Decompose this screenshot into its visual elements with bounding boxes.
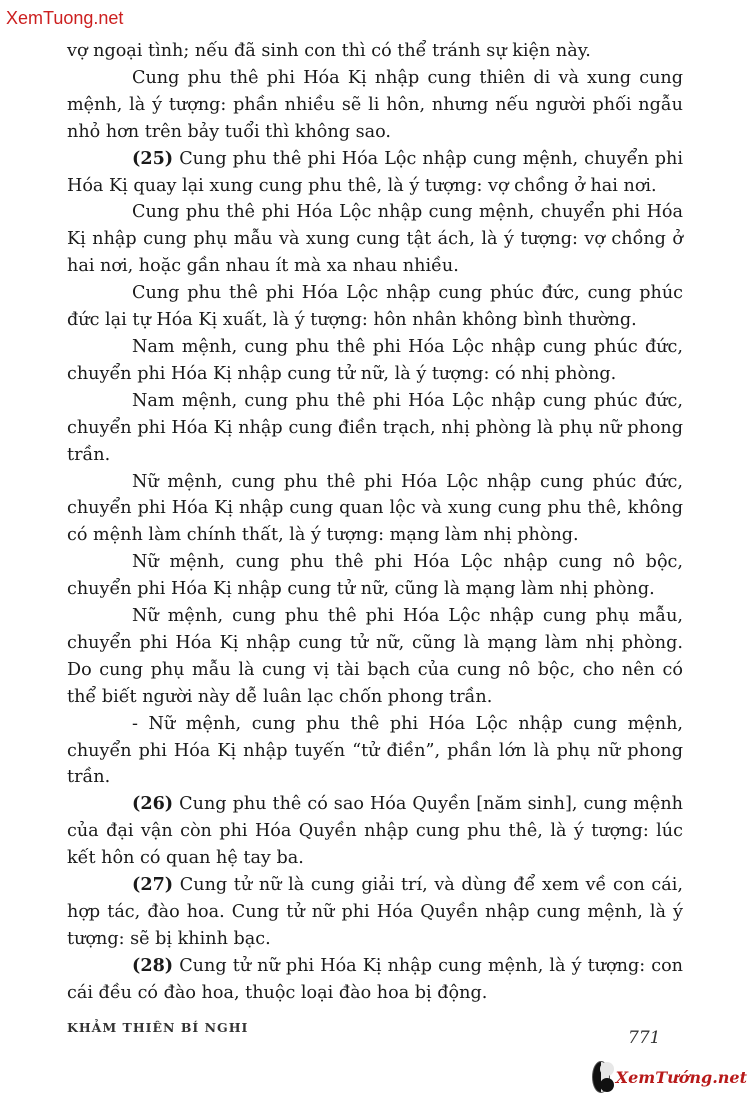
paragraph xyxy=(67,65,683,146)
paragraph xyxy=(67,388,683,469)
paragraph xyxy=(67,603,683,711)
yin-yang-icon xyxy=(592,1061,610,1093)
top-watermark: XemTuong.net xyxy=(6,8,124,28)
paragraph-text: Nam mệnh, cung phu thê phi Hóa Lộc nhập cung phúc đức, chuyển phi Hóa Kị nhập cung điền trạch, nhị phòng là phụ nữ phong trần. xyxy=(67,390,683,465)
paragraph xyxy=(67,334,683,388)
paragraph xyxy=(67,280,683,334)
paragraph-text: - Nữ mệnh, cung phu thê phi Hóa Lộc nhập cung mệnh, chuyển phi Hóa Kị nhập tuyến “tử điền”, phần lớn là phụ nữ phong trần. xyxy=(67,713,683,788)
paragraph-text: vợ ngoại tình; nếu đã sinh con thì có thể tránh sự kiện này. xyxy=(67,41,591,61)
paragraph-text: Cung phu thê phi Hóa Lộc nhập cung mệnh, chuyển phi Hóa Kị quay lại xung cung phu thê, là ý tượng: vợ chồng ở hai nơi. xyxy=(67,148,683,196)
paragraph-text: Nữ mệnh, cung phu thê phi Hóa Lộc nhập cung phụ mẫu, chuyển phi Hóa Kị nhập cung tử nữ, cũng là mạng làm nhị phòng. Do cung phụ mẫu là cung vị tài bạch của cung nô bộc, cho nên có thể biết người này dễ luân lạc chốn phong trần. xyxy=(67,606,683,707)
paragraph xyxy=(67,549,683,603)
item-number: (27) xyxy=(132,874,174,896)
brand-logo xyxy=(592,1060,747,1094)
item-number: (25) xyxy=(132,147,174,169)
brand-logo-text: XemTướng.net xyxy=(615,1067,747,1087)
paragraph-text: Nữ mệnh, cung phu thê phi Hóa Lộc nhập cung nô bộc, chuyển phi Hóa Kị nhập cung tử nữ, cũng là mạng làm nhị phòng. xyxy=(67,552,683,600)
paragraph xyxy=(67,872,683,953)
paragraph-text: Cung phu thê phi Hóa Kị nhập cung thiên di và xung cung mệnh, là ý tượng: phần nhiều sẽ li hôn, nhưng nếu người phối ngẫu nhỏ hơn trên bảy tuổi thì không sao. xyxy=(67,67,683,142)
paragraph xyxy=(67,146,683,200)
item-number: (28) xyxy=(132,954,174,976)
paragraph-text: Cung tử nữ phi Hóa Kị nhập cung mệnh, là ý tượng: con cái đều có đào hoa, thuộc loại đào hoa bị động. xyxy=(67,955,683,1003)
paragraph-text: Cung phu thê phi Hóa Lộc nhập cung mệnh, chuyển phi Hóa Kị nhập cung phụ mẫu và xung cung tật ách, là ý tượng: vợ chồng ở hai nơi, hoặc gần nhau ít mà xa nhau nhiều. xyxy=(67,202,683,277)
paragraph-text: Nam mệnh, cung phu thê phi Hóa Lộc nhập cung phúc đức, chuyển phi Hóa Kị nhập cung tử nữ, là ý tượng: có nhị phòng. xyxy=(67,336,683,384)
paragraph xyxy=(67,953,683,1007)
paragraph-text: Cung phu thê phi Hóa Lộc nhập cung phúc đức, cung phúc đức lại tự Hóa Kị xuất, là ý tượng: hôn nhân không bình thường. xyxy=(67,283,683,331)
item-number: (26) xyxy=(132,793,174,815)
running-footer-title: KHẢM THIÊN BÍ NGHI xyxy=(67,1020,249,1035)
page-body xyxy=(67,38,683,1007)
paragraph xyxy=(67,38,683,65)
paragraph-text: Cung phu thê có sao Hóa Quyền [năm sinh], cung mệnh của đại vận còn phi Hóa Quyền nhập cung phu thê, là ý tượng: lúc kết hôn có quan hệ tay ba. xyxy=(67,794,683,869)
paragraph-text: Cung tử nữ là cung giải trí, và dùng để xem về con cái, hợp tác, đào hoa. Cung tử nữ phi Hóa Quyền nhập cung mệnh, là ý tượng: sẽ bị khinh bạc. xyxy=(67,875,683,949)
paragraph xyxy=(67,469,683,550)
paragraph xyxy=(67,199,683,280)
paragraph xyxy=(67,791,683,872)
paragraph-text: Nữ mệnh, cung phu thê phi Hóa Lộc nhập cung phúc đức, chuyển phi Hóa Kị nhập cung quan lộc và xung cung phu thê, không có mệnh làm chính thất, là ý tượng: mạng làm nhị phòng. xyxy=(67,471,683,546)
page-number: 771 xyxy=(628,1028,661,1048)
paragraph xyxy=(67,711,683,792)
